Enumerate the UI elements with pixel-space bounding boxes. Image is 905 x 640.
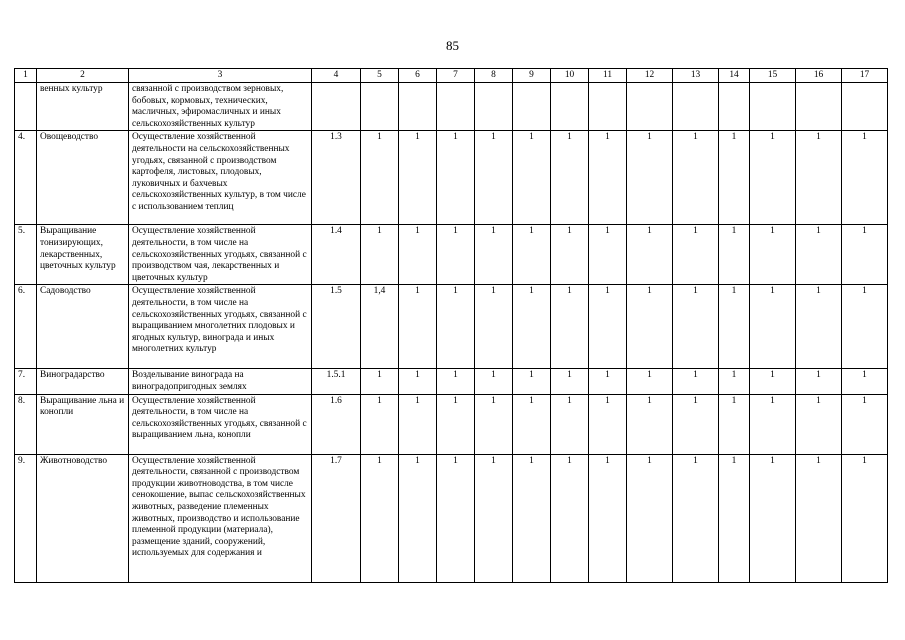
table-row [15, 454, 888, 582]
column-header-4: 4 [312, 69, 361, 83]
table-row [15, 131, 888, 225]
table-row [15, 285, 888, 369]
zone-value-col-9: 1 [513, 225, 551, 285]
column-header-12: 12 [627, 69, 673, 83]
land-use-name: Выращивание льна и конопли [37, 394, 129, 454]
column-header-17: 17 [842, 69, 888, 83]
land-use-description: связанной с производством зерновых, бобовых, кормовых, технических, масличных, эфиромасличных и иных сельскохозяйственных культур [129, 83, 312, 131]
land-use-code: 1.7 [312, 454, 361, 582]
zone-value-col-10 [551, 83, 589, 131]
zone-value-col-8: 1 [475, 369, 513, 394]
land-use-description: Осуществление хозяйственной деятельности, в том числе на сельскохозяйственных угодьях, связанной с выращиванием многолетних плодовых и ягодных культур, винограда и иных многолетних культур [129, 285, 312, 369]
row-number: 6. [15, 285, 37, 369]
zone-value-col-12: 1 [627, 369, 673, 394]
zone-value-col-5: 1 [361, 369, 399, 394]
zone-value-col-8: 1 [475, 394, 513, 454]
zone-value-col-7: 1 [437, 369, 475, 394]
zone-value-col-15: 1 [750, 225, 796, 285]
land-use-code: 1.5.1 [312, 369, 361, 394]
zone-value-col-17: 1 [842, 225, 888, 285]
row-number: 7. [15, 369, 37, 394]
zone-value-col-6: 1 [399, 285, 437, 369]
column-header-15: 15 [750, 69, 796, 83]
zone-value-col-6: 1 [399, 454, 437, 582]
zone-value-col-16: 1 [796, 131, 842, 225]
zone-value-col-13: 1 [673, 131, 719, 225]
zone-value-col-9: 1 [513, 285, 551, 369]
land-use-code: 1.3 [312, 131, 361, 225]
zone-value-col-6 [399, 83, 437, 131]
zone-value-col-8: 1 [475, 225, 513, 285]
zone-value-col-14: 1 [719, 369, 750, 394]
table-row [15, 83, 888, 131]
land-use-code: 1.5 [312, 285, 361, 369]
zone-value-col-8 [475, 83, 513, 131]
zone-value-col-11: 1 [589, 285, 627, 369]
zone-value-col-15: 1 [750, 369, 796, 394]
zone-value-col-14: 1 [719, 285, 750, 369]
column-header-2: 2 [37, 69, 129, 83]
zone-value-col-13: 1 [673, 369, 719, 394]
column-header-5: 5 [361, 69, 399, 83]
row-number [15, 83, 37, 131]
zone-value-col-7: 1 [437, 285, 475, 369]
zone-value-col-6: 1 [399, 369, 437, 394]
zone-value-col-12 [627, 83, 673, 131]
zone-value-col-9: 1 [513, 369, 551, 394]
page-number: 85 [446, 38, 459, 53]
zone-value-col-17 [842, 83, 888, 131]
zone-value-col-10: 1 [551, 285, 589, 369]
zone-value-col-9 [513, 83, 551, 131]
column-header-7: 7 [437, 69, 475, 83]
zone-value-col-9: 1 [513, 454, 551, 582]
zone-value-col-8: 1 [475, 131, 513, 225]
zone-value-col-12: 1 [627, 225, 673, 285]
land-use-description: Осуществление хозяйственной деятельности на сельскохозяйственных угодьях, связанной с производством картофеля, листовых, плодовых, луковичных и бахчевых сельскохозяйственных культур, в том числе с использованием теплиц [129, 131, 312, 225]
zone-value-col-10: 1 [551, 394, 589, 454]
zone-value-col-17: 1 [842, 285, 888, 369]
zone-value-col-7: 1 [437, 225, 475, 285]
zone-value-col-15: 1 [750, 285, 796, 369]
zone-value-col-6: 1 [399, 394, 437, 454]
zone-value-col-15: 1 [750, 131, 796, 225]
land-use-table [14, 68, 888, 583]
table-row [15, 394, 888, 454]
land-use-code [312, 83, 361, 131]
column-header-14: 14 [719, 69, 750, 83]
zone-value-col-14: 1 [719, 225, 750, 285]
zone-value-col-5: 1 [361, 394, 399, 454]
zone-value-col-11: 1 [589, 225, 627, 285]
zone-value-col-8: 1 [475, 285, 513, 369]
zone-value-col-10: 1 [551, 131, 589, 225]
zone-value-col-7: 1 [437, 394, 475, 454]
land-use-name: Садоводство [37, 285, 129, 369]
land-use-description: Осуществление хозяйственной деятельности, связанной с производством продукции животноводства, в том числе сенокошение, выпас сельскохозяйственных животных, разведение племенных животных, производство и использование племенной продукции (материала), размещение зданий, сооружений, используемых для содержания и [129, 454, 312, 582]
zone-value-col-10: 1 [551, 225, 589, 285]
zone-value-col-13: 1 [673, 394, 719, 454]
column-header-13: 13 [673, 69, 719, 83]
land-use-name: венных культур [37, 83, 129, 131]
zone-value-col-16: 1 [796, 394, 842, 454]
zone-value-col-15: 1 [750, 394, 796, 454]
column-header-10: 10 [551, 69, 589, 83]
zone-value-col-6: 1 [399, 131, 437, 225]
table-header-row [15, 69, 888, 83]
zone-value-col-6: 1 [399, 225, 437, 285]
zone-value-col-15: 1 [750, 454, 796, 582]
zone-value-col-12: 1 [627, 131, 673, 225]
zone-value-col-13: 1 [673, 285, 719, 369]
land-use-name: Виноградарство [37, 369, 129, 394]
column-header-6: 6 [399, 69, 437, 83]
column-header-9: 9 [513, 69, 551, 83]
land-use-name: Овощеводство [37, 131, 129, 225]
land-use-description: Осуществление хозяйственной деятельности, в том числе на сельскохозяйственных угодьях, связанной с производством чая, лекарственных и цветочных культур [129, 225, 312, 285]
row-number: 8. [15, 394, 37, 454]
table-row [15, 225, 888, 285]
zone-value-col-12: 1 [627, 285, 673, 369]
zone-value-col-14: 1 [719, 131, 750, 225]
zone-value-col-17: 1 [842, 369, 888, 394]
zone-value-col-14: 1 [719, 394, 750, 454]
zone-value-col-16: 1 [796, 225, 842, 285]
zone-value-col-17: 1 [842, 394, 888, 454]
zone-value-col-16: 1 [796, 454, 842, 582]
column-header-11: 11 [589, 69, 627, 83]
zone-value-col-13: 1 [673, 225, 719, 285]
table-row [15, 369, 888, 394]
zone-value-col-12: 1 [627, 394, 673, 454]
column-header-8: 8 [475, 69, 513, 83]
zone-value-col-14 [719, 83, 750, 131]
zone-value-col-11: 1 [589, 369, 627, 394]
land-use-name: Выращивание тонизирующих, лекарственных, цветочных культур [37, 225, 129, 285]
column-header-1: 1 [15, 69, 37, 83]
zone-value-col-5: 1,4 [361, 285, 399, 369]
zone-value-col-11: 1 [589, 131, 627, 225]
row-number: 9. [15, 454, 37, 582]
land-use-code: 1.6 [312, 394, 361, 454]
land-use-description: Осуществление хозяйственной деятельности, в том числе на сельскохозяйственных угодьях, связанной с выращиванием льна, конопли [129, 394, 312, 454]
zone-value-col-13: 1 [673, 454, 719, 582]
zone-value-col-11: 1 [589, 454, 627, 582]
zone-value-col-11 [589, 83, 627, 131]
column-header-16: 16 [796, 69, 842, 83]
zone-value-col-5: 1 [361, 225, 399, 285]
zone-value-col-7: 1 [437, 454, 475, 582]
column-header-3: 3 [129, 69, 312, 83]
zone-value-col-15 [750, 83, 796, 131]
land-use-code: 1.4 [312, 225, 361, 285]
zone-value-col-5 [361, 83, 399, 131]
row-number: 5. [15, 225, 37, 285]
zone-value-col-5: 1 [361, 454, 399, 582]
zone-value-col-5: 1 [361, 131, 399, 225]
zone-value-col-8: 1 [475, 454, 513, 582]
zone-value-col-16: 1 [796, 369, 842, 394]
land-use-description: Возделывание винограда на виноградопригодных землях [129, 369, 312, 394]
zone-value-col-12: 1 [627, 454, 673, 582]
zone-value-col-7 [437, 83, 475, 131]
zone-value-col-17: 1 [842, 131, 888, 225]
zone-value-col-11: 1 [589, 394, 627, 454]
zone-value-col-16 [796, 83, 842, 131]
zone-value-col-17: 1 [842, 454, 888, 582]
zone-value-col-9: 1 [513, 394, 551, 454]
row-number: 4. [15, 131, 37, 225]
zone-value-col-10: 1 [551, 369, 589, 394]
zone-value-col-13 [673, 83, 719, 131]
land-use-name: Животноводство [37, 454, 129, 582]
zone-value-col-9: 1 [513, 131, 551, 225]
zone-value-col-10: 1 [551, 454, 589, 582]
zone-value-col-16: 1 [796, 285, 842, 369]
zone-value-col-7: 1 [437, 131, 475, 225]
zone-value-col-14: 1 [719, 454, 750, 582]
